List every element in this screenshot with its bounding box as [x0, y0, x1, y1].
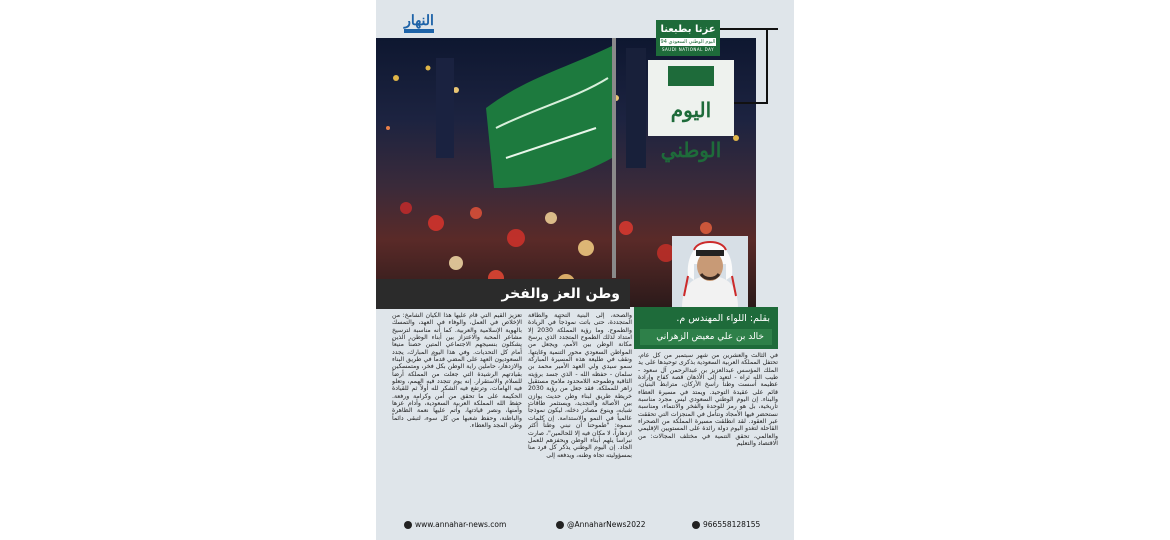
byline-box	[634, 307, 778, 349]
whatsapp-icon	[692, 521, 700, 529]
social-handle: @AnnaharNews2022	[567, 520, 646, 529]
flag-icon	[668, 66, 714, 86]
author-portrait	[672, 236, 748, 308]
national-day-emblem	[648, 60, 734, 162]
author-avatar-icon	[672, 236, 748, 308]
website-text: www.annahar-news.com	[415, 520, 507, 529]
article-column-right	[638, 352, 778, 520]
footer-phone[interactable]	[692, 520, 760, 529]
globe-icon	[404, 521, 412, 529]
article-column-middle	[528, 312, 632, 510]
column-text: تعزيز القيم التي قام عليها هذا الكيان الشامخ: من الإخلاص في العمل، والوفاء في العهد، والتمسك بالهوية الإسلامية والعربية. كما أنه مناسبة لترسيخ مشاعر المحبة والاعتزاز بين أبناء الوطن، الذين يشكلون بنسيجهم الاجتماعي المتين حصناً منيعاً أمام كل التحديات. وفي هذا اليوم المبارك، يجدد السعوديون العهد على المضي قدماً في طريق البناء والازدهار، حاملين راية الوطن بكل فخر، ومتمسكين بقيادتهم الرشيدة التي جعلت من المملكة أرضاً للسلام والاستقرار. إنه يوم تتجدد فيه الهمم، وتعلو فيه الهامات، وترتفع فيه الشكر لله أولاً ثم للقيادة الحكيمة على ما تحقق من أمن وكرامة ورفعة. حفظ الله المملكة العربية السعودية، وأدام عزها وأمنها، ونصر قيادتها، وأتم عليها نعمة الظاهرة والباطنة، وحفظ شعبها من كل سوء، لتبقى دائماً وطن المجد والعطاء.	[392, 312, 522, 430]
article-title: وطن العز والفخر	[501, 286, 620, 302]
author-name: خالد بن علي معيض الزهراني	[640, 329, 772, 345]
annahar-logo	[404, 14, 434, 34]
frame-line-right	[766, 28, 768, 104]
campaign-subtitle: اليوم الوطني السعودي 94	[660, 39, 716, 45]
newspaper-page	[376, 0, 794, 540]
column-text: والصحة، إلى البنية التحتية والطاقة المتجددة، حتى باتت نموذجاً في الريادة والطموح. وما رؤية المملكة 2030 إلا امتداد لذلك الطموح المتجدد الذي يرسخ مكانة الوطن بين الأمم، ويجعل من المواطن السعودي محور التنمية وغايتها. ونقف في طليعة هذه المسيرة المباركة سمو سيدي ولي العهد الأمير محمد بن سلمان - حفظه الله - الذي جسد برؤيته الثاقبة وطموحه اللامحدود ملامح مستقبل زاهر للمملكة. فقد جعل من رؤية 2030 خريطة طريق لبناء وطن حديث يوازن بين الأصالة والتجديد، ويستثمر طاقات شبابه، وينوع مصادر دخله، ليكون نموذجاً عالمياً في النمو والاستدامة. إن كلمات سموه: "طموحنا أن نبني وطناً أكثر ازدهاراً، لا مكان فيه إلا للحالمين"، صارت نبراساً يلهم أبناء الوطن ويحفزهم للعمل الجاد. إن اليوم الوطني يذكر كل فرد منا بمسؤوليته تجاه وطنه، ويدفعه إلى	[528, 312, 632, 459]
page-footer	[376, 512, 794, 540]
column-text: في الثالث والعشرين من شهر سبتمبر من كل عام، تحتفل المملكة العربية السعودية بذكرى توحيدها على يد الملك المؤسس عبدالعزيز بن عبدالرحمن آل سعود - طيب الله ثراه - لتعيد إلى الأذهان قصة كفاح وإرادة عظيمة أسست وطناً راسخ الأركان، مترابط البنيان، قائم على عقيدة التوحيد. ويمتد في مسيرة العطاء والبناء. إن اليوم الوطني السعودي ليس مجرد مناسبة تاريخية، بل هو رمز للوحدة والفخر والانتماء، ومناسبة نستحضر فيها الأمجاد ونتأمل في المنجزات التي تحققت عبر العقود. لقد انطلقت مسيرة المملكة من الصحراء القاحلة لتغدو اليوم دولة رائدة على المستويين الإقليمي والعالمي، تحقق التنمية في مختلف المجالات: من الاقتصاد والتعليم	[638, 352, 778, 448]
emblem-text: اليوم الوطني	[660, 98, 722, 162]
footer-social[interactable]	[556, 520, 646, 529]
footer-website[interactable]	[404, 520, 506, 529]
campaign-badge	[656, 20, 720, 56]
article-title-bar	[376, 279, 630, 309]
x-social-icon	[556, 521, 564, 529]
byline-label: بقلم: اللواء المهندس م.	[676, 313, 770, 324]
campaign-title: عزنا بطبعنا	[660, 24, 716, 35]
phone-number: 966558128155	[703, 520, 761, 529]
brand-name: النهار	[404, 13, 434, 29]
campaign-latin: SAUDI NATIONAL DAY	[661, 47, 715, 52]
article-column-left	[392, 312, 522, 510]
